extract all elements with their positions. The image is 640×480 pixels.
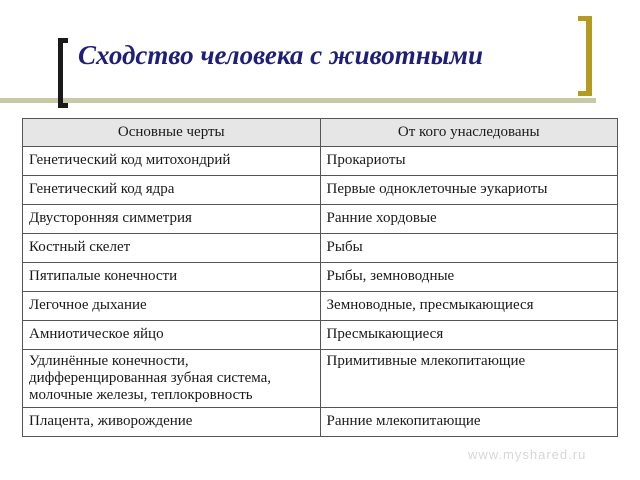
origin-cell: Рыбы: [320, 234, 617, 263]
table-row: [23, 205, 618, 234]
origin-cell: Рыбы, земноводные: [320, 263, 617, 292]
trait-cell: Удлинённые конечности, дифференцированная зубная система, молочные железы, теплокровность: [23, 350, 321, 408]
header-traits: Основные черты: [23, 119, 321, 147]
table-row: [23, 292, 618, 321]
trait-cell: Амниотическое яйцо: [23, 321, 321, 350]
trait-cell: Двусторонняя симметрия: [23, 205, 321, 234]
right-bracket-decoration: [578, 16, 592, 96]
table-row: [23, 234, 618, 263]
table-header-row: [23, 119, 618, 147]
trait-cell: Легочное дыхание: [23, 292, 321, 321]
origin-cell: Земноводные, пресмыкающиеся: [320, 292, 617, 321]
trait-cell: Генетический код ядра: [23, 176, 321, 205]
left-bracket-decoration: [58, 38, 68, 108]
title-underline-bar: [0, 98, 596, 103]
trait-cell: Костный скелет: [23, 234, 321, 263]
header-inherited-from: От кого унаследованы: [320, 119, 617, 147]
origin-cell: Прокариоты: [320, 147, 617, 176]
trait-cell: Пятипалые конечности: [23, 263, 321, 292]
origin-cell: Ранние млекопитающие: [320, 408, 617, 437]
origin-cell: Примитивные млекопитающие: [320, 350, 617, 408]
table-row: [23, 147, 618, 176]
similarity-table: [22, 118, 618, 437]
table-row: [23, 408, 618, 437]
slide-title: Сходство человека с животными: [78, 40, 484, 70]
table-row: [23, 176, 618, 205]
origin-cell: Пресмыкающиеся: [320, 321, 617, 350]
origin-cell: Первые одноклеточные эукариоты: [320, 176, 617, 205]
trait-cell: Генетический код митохондрий: [23, 147, 321, 176]
table-row: [23, 263, 618, 292]
watermark: www.myshared.ru: [468, 447, 587, 462]
table-row: [23, 321, 618, 350]
trait-cell: Плацента, живорождение: [23, 408, 321, 437]
origin-cell: Ранние хордовые: [320, 205, 617, 234]
table-row: [23, 350, 618, 408]
